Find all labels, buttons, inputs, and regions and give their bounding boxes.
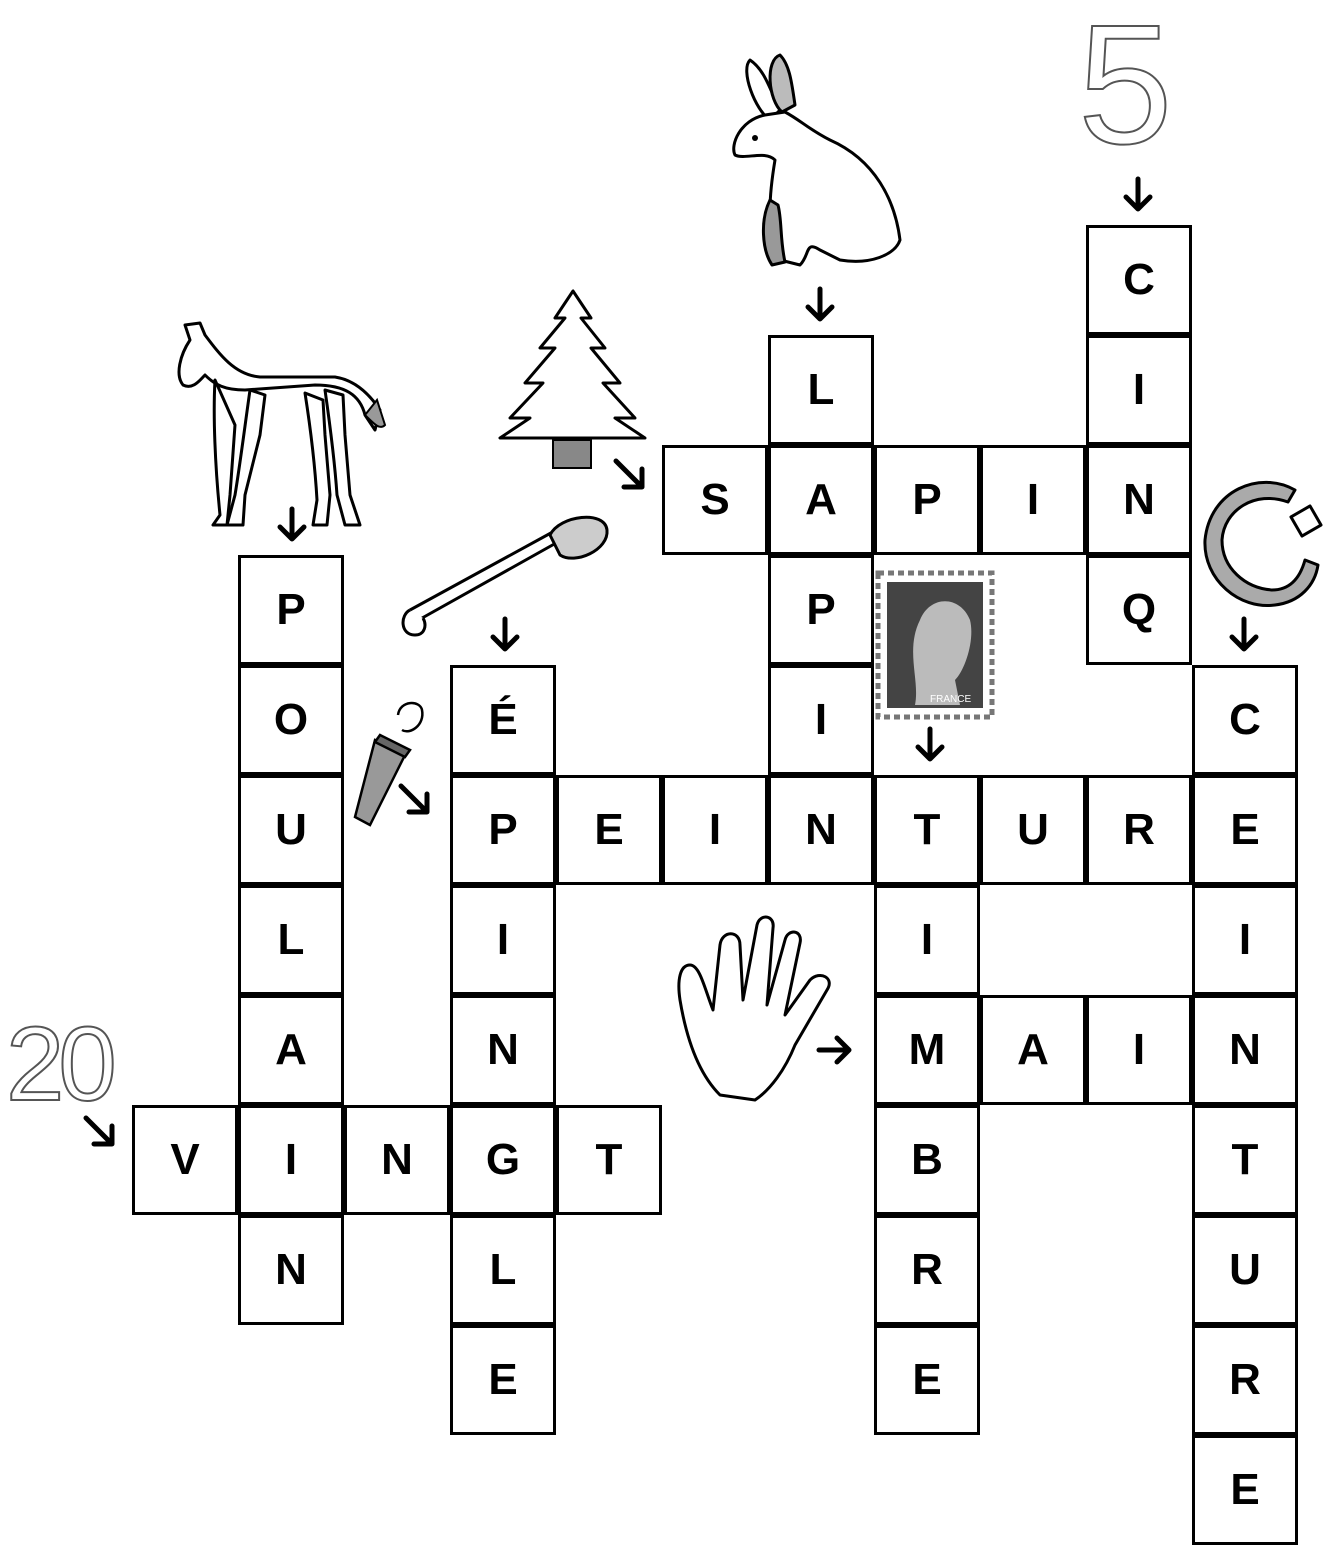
grid-cell[interactable]: T	[1192, 1105, 1298, 1215]
grid-cell[interactable]: L	[768, 335, 874, 445]
grid-cell[interactable]: U	[980, 775, 1086, 885]
grid-cell[interactable]: S	[662, 445, 768, 555]
grid-cell[interactable]: I	[238, 1105, 344, 1215]
grid-cell[interactable]: C	[1192, 665, 1298, 775]
grid-cell[interactable]: E	[450, 1325, 556, 1435]
grid-cell[interactable]: A	[980, 995, 1086, 1105]
grid-cell[interactable]: N	[344, 1105, 450, 1215]
number-five-clue: 5	[1078, 0, 1173, 180]
arrow-right-icon	[815, 1030, 855, 1070]
belt-icon	[1200, 470, 1330, 620]
grid-cell[interactable]: B	[874, 1105, 980, 1215]
grid-cell[interactable]: E	[1192, 1435, 1298, 1545]
arrow-down-icon	[800, 285, 840, 325]
grid-cell[interactable]: N	[1192, 995, 1298, 1105]
grid-cell[interactable]: I	[980, 445, 1086, 555]
grid-cell[interactable]: L	[238, 885, 344, 995]
grid-cell[interactable]: P	[450, 775, 556, 885]
grid-cell[interactable]: I	[1192, 885, 1298, 995]
grid-cell[interactable]: U	[1192, 1215, 1298, 1325]
grid-cell[interactable]: I	[1086, 995, 1192, 1105]
stamp-icon	[875, 570, 995, 720]
grid-cell[interactable]: É	[450, 665, 556, 775]
grid-cell[interactable]: I	[1086, 335, 1192, 445]
grid-cell[interactable]: G	[450, 1105, 556, 1215]
grid-cell[interactable]: N	[1086, 445, 1192, 555]
grid-cell[interactable]: P	[768, 555, 874, 665]
grid-cell[interactable]: I	[450, 885, 556, 995]
grid-cell[interactable]: O	[238, 665, 344, 775]
grid-cell[interactable]: L	[450, 1215, 556, 1325]
number-twenty-clue: 20	[6, 1006, 111, 1123]
grid-cell[interactable]: E	[556, 775, 662, 885]
grid-cell[interactable]: N	[238, 1215, 344, 1325]
grid-cell[interactable]: R	[1086, 775, 1192, 885]
grid-cell[interactable]: E	[1192, 775, 1298, 885]
grid-cell[interactable]: R	[874, 1215, 980, 1325]
grid-cell[interactable]: Q	[1086, 555, 1192, 665]
grid-cell[interactable]: P	[874, 445, 980, 555]
arrow-down-icon	[1118, 175, 1158, 215]
stamp-label: FRANCE	[930, 694, 972, 705]
grid-cell[interactable]: V	[132, 1105, 238, 1215]
arrow-down-icon	[272, 505, 312, 545]
horse-icon	[165, 315, 390, 535]
grid-cell[interactable]: M	[874, 995, 980, 1105]
grid-cell[interactable]: I	[768, 665, 874, 775]
arrow-diag-icon	[395, 780, 435, 820]
arrow-down-icon	[1224, 615, 1264, 655]
tree-icon	[495, 288, 650, 473]
grid-cell[interactable]: U	[238, 775, 344, 885]
grid-cell[interactable]: R	[1192, 1325, 1298, 1435]
grid-cell[interactable]: N	[768, 775, 874, 885]
grid-cell[interactable]: E	[874, 1325, 980, 1435]
rabbit-icon	[710, 50, 910, 275]
grid-cell[interactable]: N	[450, 995, 556, 1105]
arrow-diag-icon	[610, 455, 650, 495]
grid-cell[interactable]: P	[238, 555, 344, 665]
arrow-down-icon	[485, 615, 525, 655]
grid-cell[interactable]: A	[238, 995, 344, 1105]
hand-icon	[675, 910, 845, 1105]
grid-cell[interactable]: T	[556, 1105, 662, 1215]
grid-cell[interactable]: I	[662, 775, 768, 885]
grid-cell[interactable]: I	[874, 885, 980, 995]
arrow-diag-icon	[80, 1112, 120, 1152]
arrow-down-icon	[910, 725, 950, 765]
grid-cell[interactable]: T	[874, 775, 980, 885]
grid-cell[interactable]: C	[1086, 225, 1192, 335]
grid-cell[interactable]: A	[768, 445, 874, 555]
